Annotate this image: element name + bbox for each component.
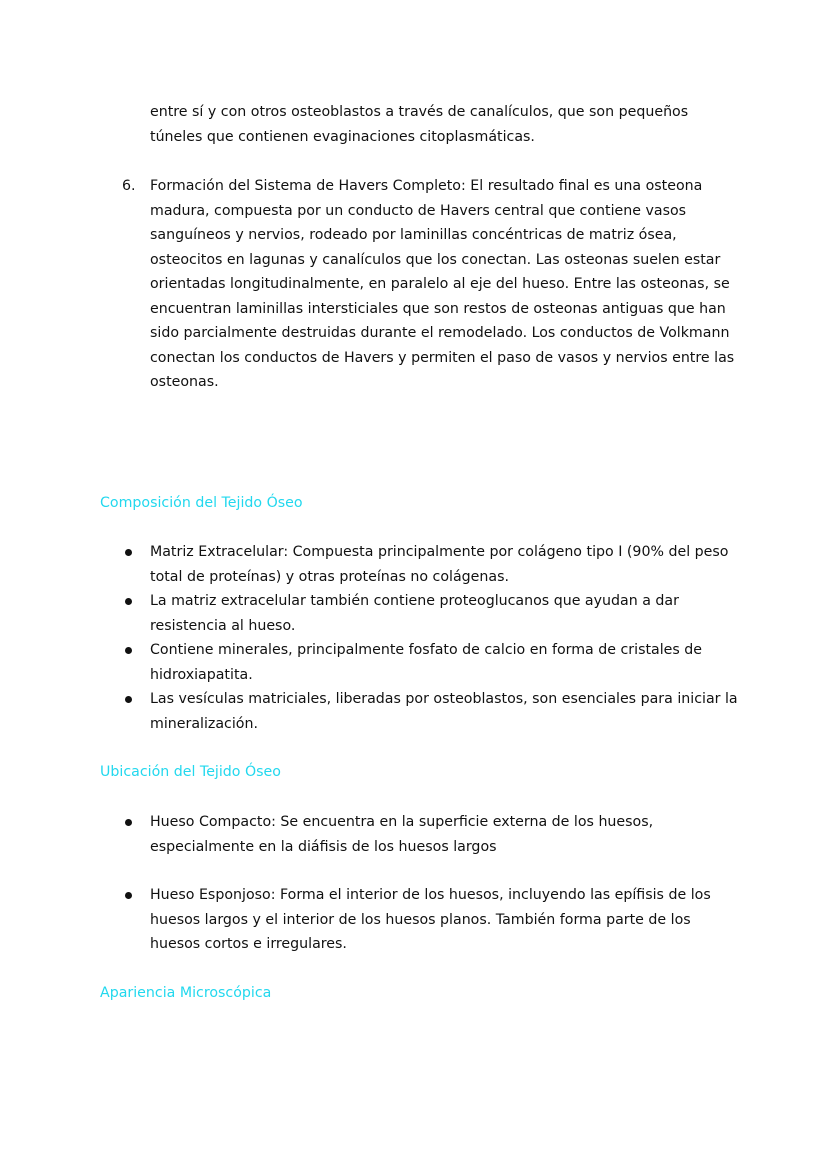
bullet-icon <box>125 892 132 899</box>
list-number: 6. <box>122 178 136 194</box>
bullet-icon <box>125 598 132 605</box>
list-item-text: Las vesículas matriciales, liberadas por osteoblastos, son esenciales para iniciar la mineralización. <box>150 691 738 732</box>
bullet-icon <box>125 819 132 826</box>
bullet-icon <box>125 549 132 556</box>
numbered-item-6 <box>122 174 740 395</box>
list-item <box>120 638 740 687</box>
composicion-list <box>120 540 740 736</box>
list-item <box>120 589 740 638</box>
list-item <box>120 810 740 859</box>
ubicacion-list-compacto <box>120 810 740 859</box>
section-heading-ubicacion: Ubicación del Tejido Óseo <box>100 764 281 780</box>
section-heading-apariencia: Apariencia Microscópica <box>100 985 272 1001</box>
list-item <box>120 883 740 957</box>
numbered-item-text: Formación del Sistema de Havers Completo: El resultado final es una osteona madura, compuesta por un conducto de Havers central que contiene vasos sanguíneos y nervios, rodeado por laminillas concéntricas de matriz ósea, osteocitos en lagunas y canalículos que los conectan. Las osteonas suelen estar orientadas longitudinalmente, en paralelo al eje del hueso. Entre las osteonas, se encuentran laminillas intersticiales que son restos de osteonas antiguas que han sido parcialmente destruidas durante el remodelado. Los conductos de Volkmann conectan los conductos de Havers y permiten el paso de vasos y nervios entre las osteonas. <box>150 178 735 390</box>
list-item-text: Contiene minerales, principalmente fosfato de calcio en forma de cristales de hidroxiapatita. <box>150 642 703 683</box>
bullet-icon <box>125 696 132 703</box>
list-item-text: Hueso Compacto: Se encuentra en la superficie externa de los huesos, especialmente en la diáfisis de los huesos largos <box>150 814 654 855</box>
section-heading-composicion: Composición del Tejido Óseo <box>100 495 303 511</box>
list-item-text: La matriz extracelular también contiene proteoglucanos que ayudan a dar resistencia al hueso. <box>150 593 679 634</box>
continuation-paragraph: entre sí y con otros osteoblastos a través de canalículos, que son pequeños túneles que contienen evaginaciones citoplasmáticas. <box>150 104 689 145</box>
bullet-icon <box>125 647 132 654</box>
list-item <box>120 687 740 736</box>
list-item-text: Matriz Extracelular: Compuesta principalmente por colágeno tipo I (90% del peso total de proteínas) y otras proteínas no colágenas. <box>150 544 729 585</box>
list-item <box>120 540 740 589</box>
list-item-text: Hueso Esponjoso: Forma el interior de los huesos, incluyendo las epífisis de los huesos largos y el interior de los huesos planos. También forma parte de los huesos cortos e irregulares. <box>150 887 711 952</box>
ubicacion-list-esponjoso <box>120 883 740 957</box>
